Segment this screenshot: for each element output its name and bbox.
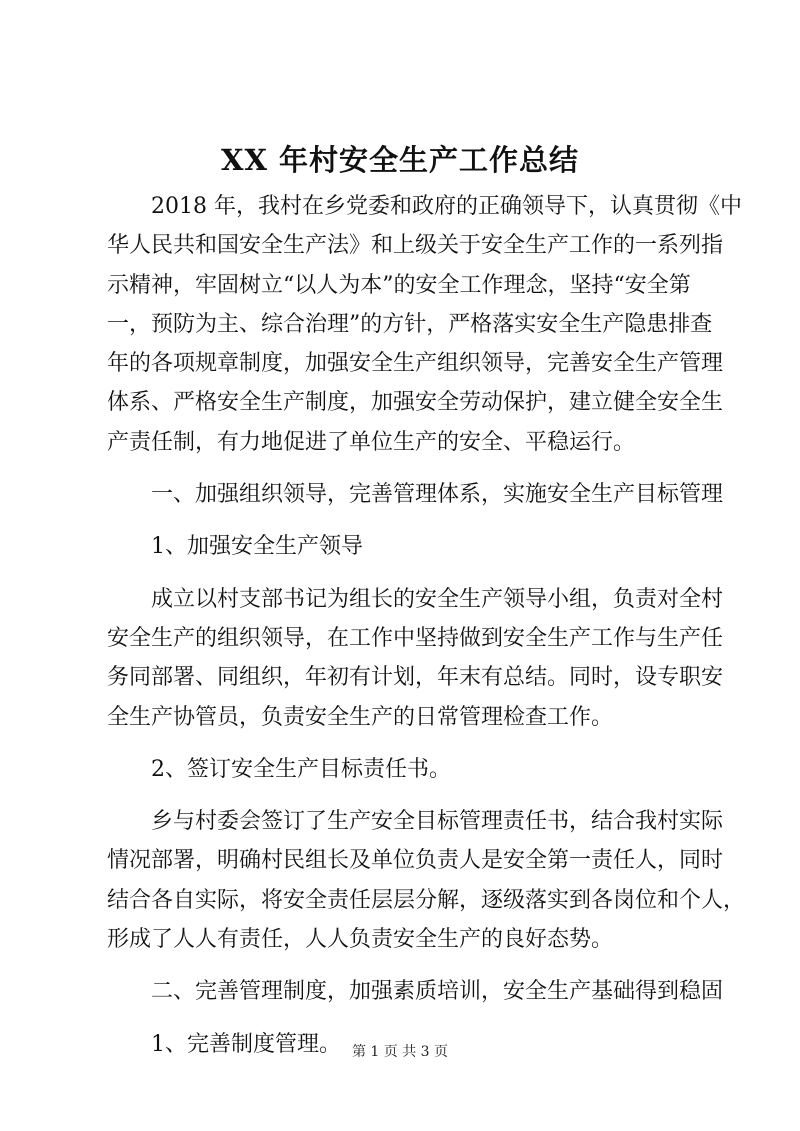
text-line: 结合各自实际，将安全责任层层分解，逐级落实到各岗位和个人， (107, 887, 746, 913)
subheading-text: 1、完善制度管理。 (151, 1031, 341, 1057)
text-line: 务同部署、同组织，年初有计划，年末有总结。同时，设专职安 (107, 665, 724, 691)
document-body (107, 187, 746, 1064)
leadership-paragraph (107, 580, 724, 737)
section-heading-text: 一、加强组织领导，完善管理体系，实施安全生产目标管理 (151, 482, 724, 508)
section-heading-text: 二、完善管理制度，加强素质培训，安全生产基础得到稳固 (151, 979, 724, 1005)
text-line: 全生产协管员，负责安全生产的日常管理检查工作。 (107, 704, 614, 730)
text-line: 2018 年，我村在乡党委和政府的正确领导下，认真贯彻《中 (151, 194, 742, 219)
text-line: 形成了人人有责任，人人负责安全生产的良好态势。 (107, 927, 614, 953)
subheading-text: 2、签订安全生产目标责任书。 (151, 756, 451, 782)
text-line: 体系、严格安全生产制度，加强安全劳动保护，建立健全安全生 (107, 390, 724, 416)
responsibility-paragraph (107, 802, 746, 959)
text-line: 年的各项规章制度，加强安全生产组织领导，完善安全生产管理 (107, 351, 724, 377)
document-title: XX 年村安全生产工作总结 (220, 143, 580, 177)
text-line: 一，预防为主、综合治理”的方针，严格落实安全生产隐患排查 (107, 311, 713, 337)
subheading-1 (107, 527, 699, 566)
subheading-2 (107, 750, 699, 789)
text-line: 华人民共和国安全生产法》和上级关于安全生产工作的一系列指 (107, 233, 724, 259)
text-line: 安全生产的组织领导，在工作中坚持做到安全生产工作与生产任 (107, 625, 724, 651)
intro-paragraph (107, 187, 742, 462)
text-line: 产责任制，有力地促进了单位生产的安全、平稳运行。 (107, 429, 636, 455)
text-line: 示精神，牢固树立“以人为本”的安全工作理念，坚持“安全第 (107, 272, 691, 298)
page-number-footer: 第 1 页 共 3 页 (351, 1044, 449, 1060)
subheading-text: 1、加强安全生产领导 (151, 534, 363, 560)
text-line: 乡与村委会签订了生产安全目标管理责任书，结合我村实际 (151, 809, 724, 835)
text-line: 成立以村支部书记为组长的安全生产领导小组，负责对全村 (151, 586, 724, 612)
text-line: 情况部署，明确村民组长及单位负责人是安全第一责任人，同时 (107, 848, 724, 874)
section-heading-2 (107, 972, 724, 1011)
section-heading-1 (107, 475, 724, 514)
